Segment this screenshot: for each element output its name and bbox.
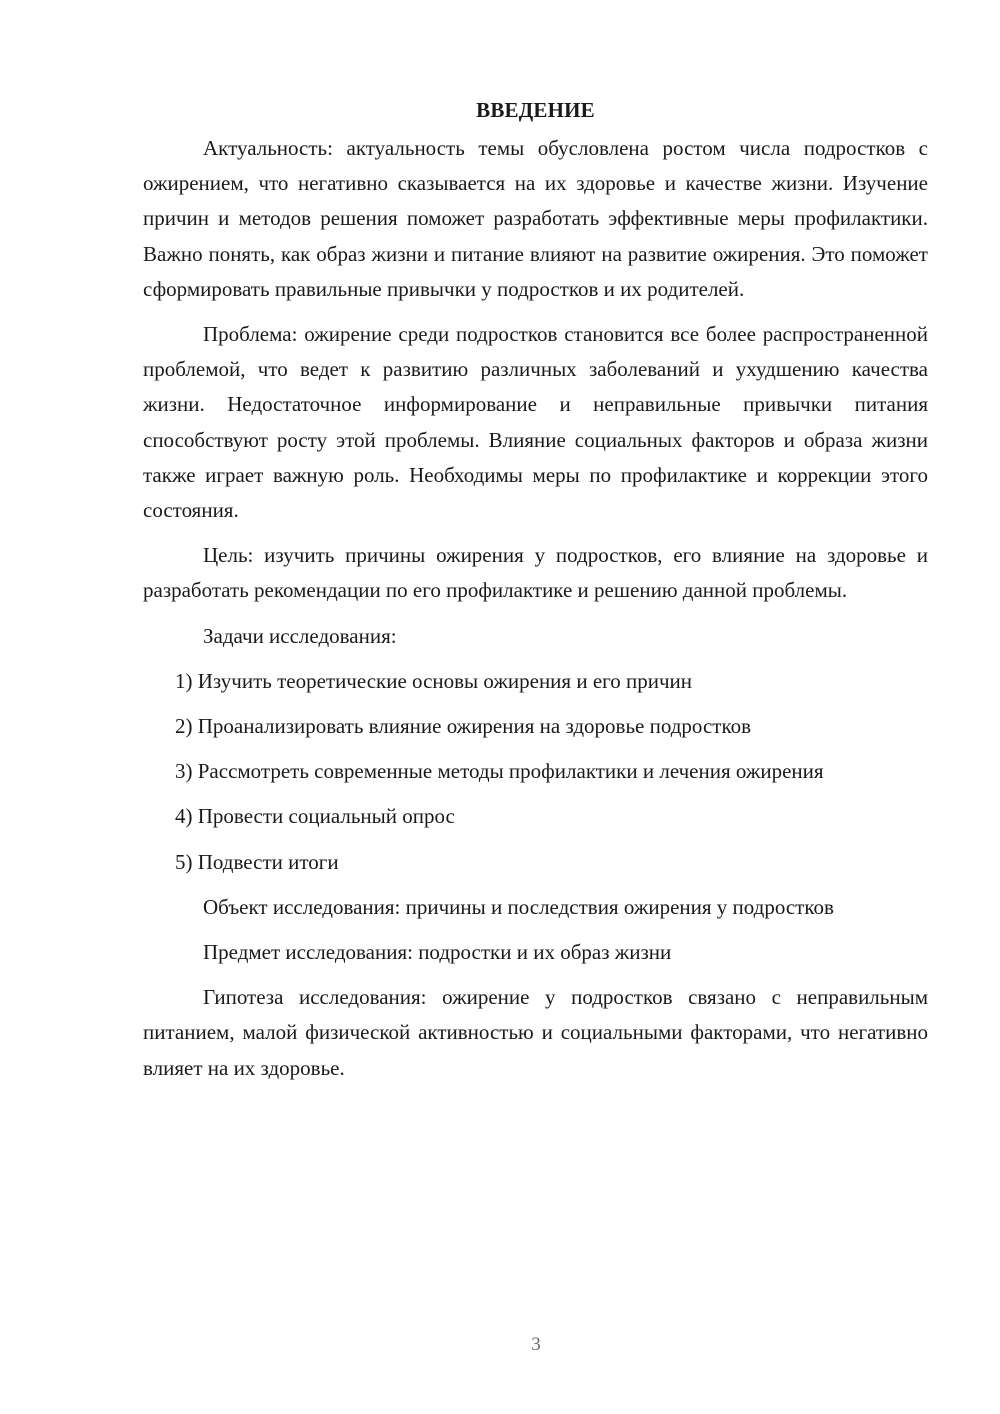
section-title: ВВЕДЕНИЕ bbox=[476, 98, 595, 122]
tasks-list bbox=[143, 664, 928, 880]
hypothesis-paragraph: Гипотеза исследования: ожирение у подростков связано с неправильным питанием, малой физической активностью и социальными факторами, что негативно влияет на их здоровье. bbox=[143, 985, 928, 1080]
document-page bbox=[143, 92, 928, 1096]
problem-paragraph: Проблема: ожирение среди подростков становится все более распространенной проблемой, что ведет к развитию различных заболеваний и ухудшению качества жизни. Недостаточное информирование и неправильные привычки питания способствуют росту этой проблемы. Влияние социальных факторов и образа жизни также играет важную роль. Необходимы меры по профилактике и коррекции этого состояния. bbox=[143, 322, 928, 523]
list-item: 4) Провести социальный опрос bbox=[175, 804, 455, 829]
goal-paragraph: Цель: изучить причины ожирения у подростков, его влияние на здоровье и разработать рекомендации по его профилактике и решению данной проблемы. bbox=[143, 543, 928, 603]
subject-paragraph: Предмет исследования: подростки и их образ жизни bbox=[203, 940, 672, 965]
list-item: 1) Изучить теоретические основы ожирения и его причин bbox=[175, 668, 692, 693]
list-item: 5) Подвести итоги bbox=[175, 849, 339, 874]
tasks-heading: Задачи исследования: bbox=[203, 623, 397, 648]
list-item: 2) Проанализировать влияние ожирения на здоровье подростков bbox=[175, 714, 752, 739]
page-number: 3 bbox=[531, 1334, 541, 1355]
relevance-paragraph: Актуальность: актуальность темы обусловлена ростом числа подростков с ожирением, что негативно сказывается на их здоровье и качестве жизни. Изучение причин и методов решения поможет разработать эффективные меры профилактики. Важно понять, как образ жизни и питание влияют на развитие ожирения. Это поможет сформировать правильные привычки у подростков и их родителей. bbox=[143, 136, 928, 301]
object-paragraph: Объект исследования: причины и последствия ожирения у подростков bbox=[203, 894, 834, 919]
list-item: 3) Рассмотреть современные методы профилактики и лечения ожирения bbox=[175, 759, 824, 784]
